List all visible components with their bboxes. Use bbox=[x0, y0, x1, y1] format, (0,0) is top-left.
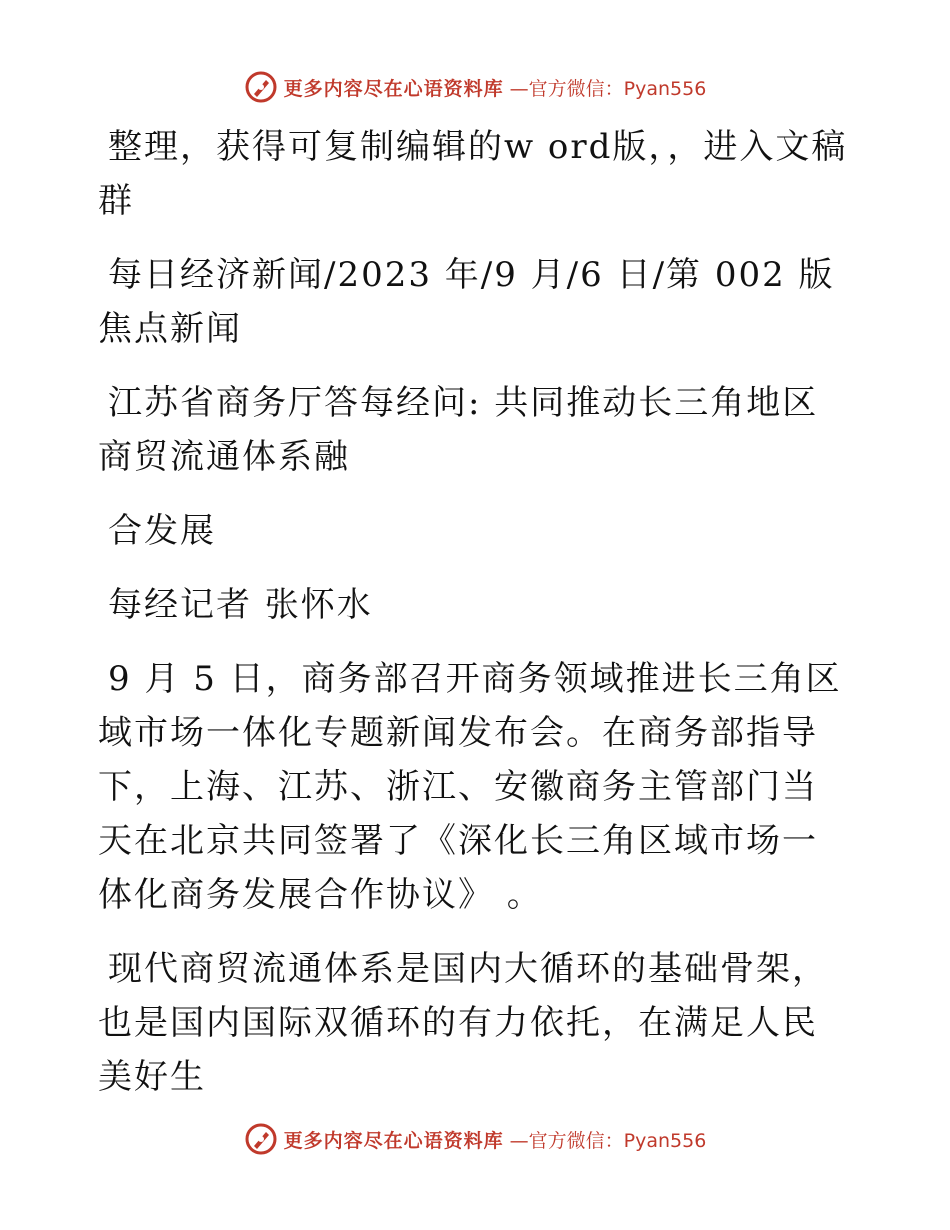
paragraph-reporter: 每经记者 张怀水 bbox=[108, 585, 373, 625]
paragraph-body-1: 9 月 5 日，商务部召开商务领域推进长三角区域市场一体化专题新闻发布会。在商务部指导下，上海、江苏、浙江、安徽商务主管部门当天在北京共同签署了《深化长三角区域市场一体化商务发展合作协议》 。 bbox=[98, 659, 842, 915]
watermark-header bbox=[0, 70, 950, 104]
watermark-footer bbox=[0, 1122, 950, 1156]
watermark-contact: —官方微信：Pyan556 bbox=[509, 77, 707, 100]
watermark-contact: —官方微信：Pyan556 bbox=[509, 1129, 707, 1152]
paragraph-headline-cont: 合发展 bbox=[108, 511, 216, 551]
watermark-title: 更多内容尽在心语资料库 bbox=[283, 1129, 504, 1152]
pen-logo-icon bbox=[244, 70, 278, 104]
paragraph-headline: 江苏省商务厅答每经问: 共同推动长三角地区商贸流通体系融 bbox=[98, 383, 819, 477]
pen-logo-icon bbox=[244, 1122, 278, 1156]
paragraph-intro: 整理，获得可复制编辑的w ord版，，进入文稿群 bbox=[98, 127, 848, 221]
paragraph-source: 每日经济新闻/2023 年/9 月/6 日/第 002 版焦点新闻 bbox=[98, 255, 835, 349]
watermark-title: 更多内容尽在心语资料库 bbox=[283, 77, 504, 100]
paragraph-body-2: 现代商贸流通体系是国内大循环的基础骨架，也是国内国际双循环的有力依托，在满足人民美好生 bbox=[98, 949, 828, 1097]
document-body bbox=[98, 120, 848, 1124]
